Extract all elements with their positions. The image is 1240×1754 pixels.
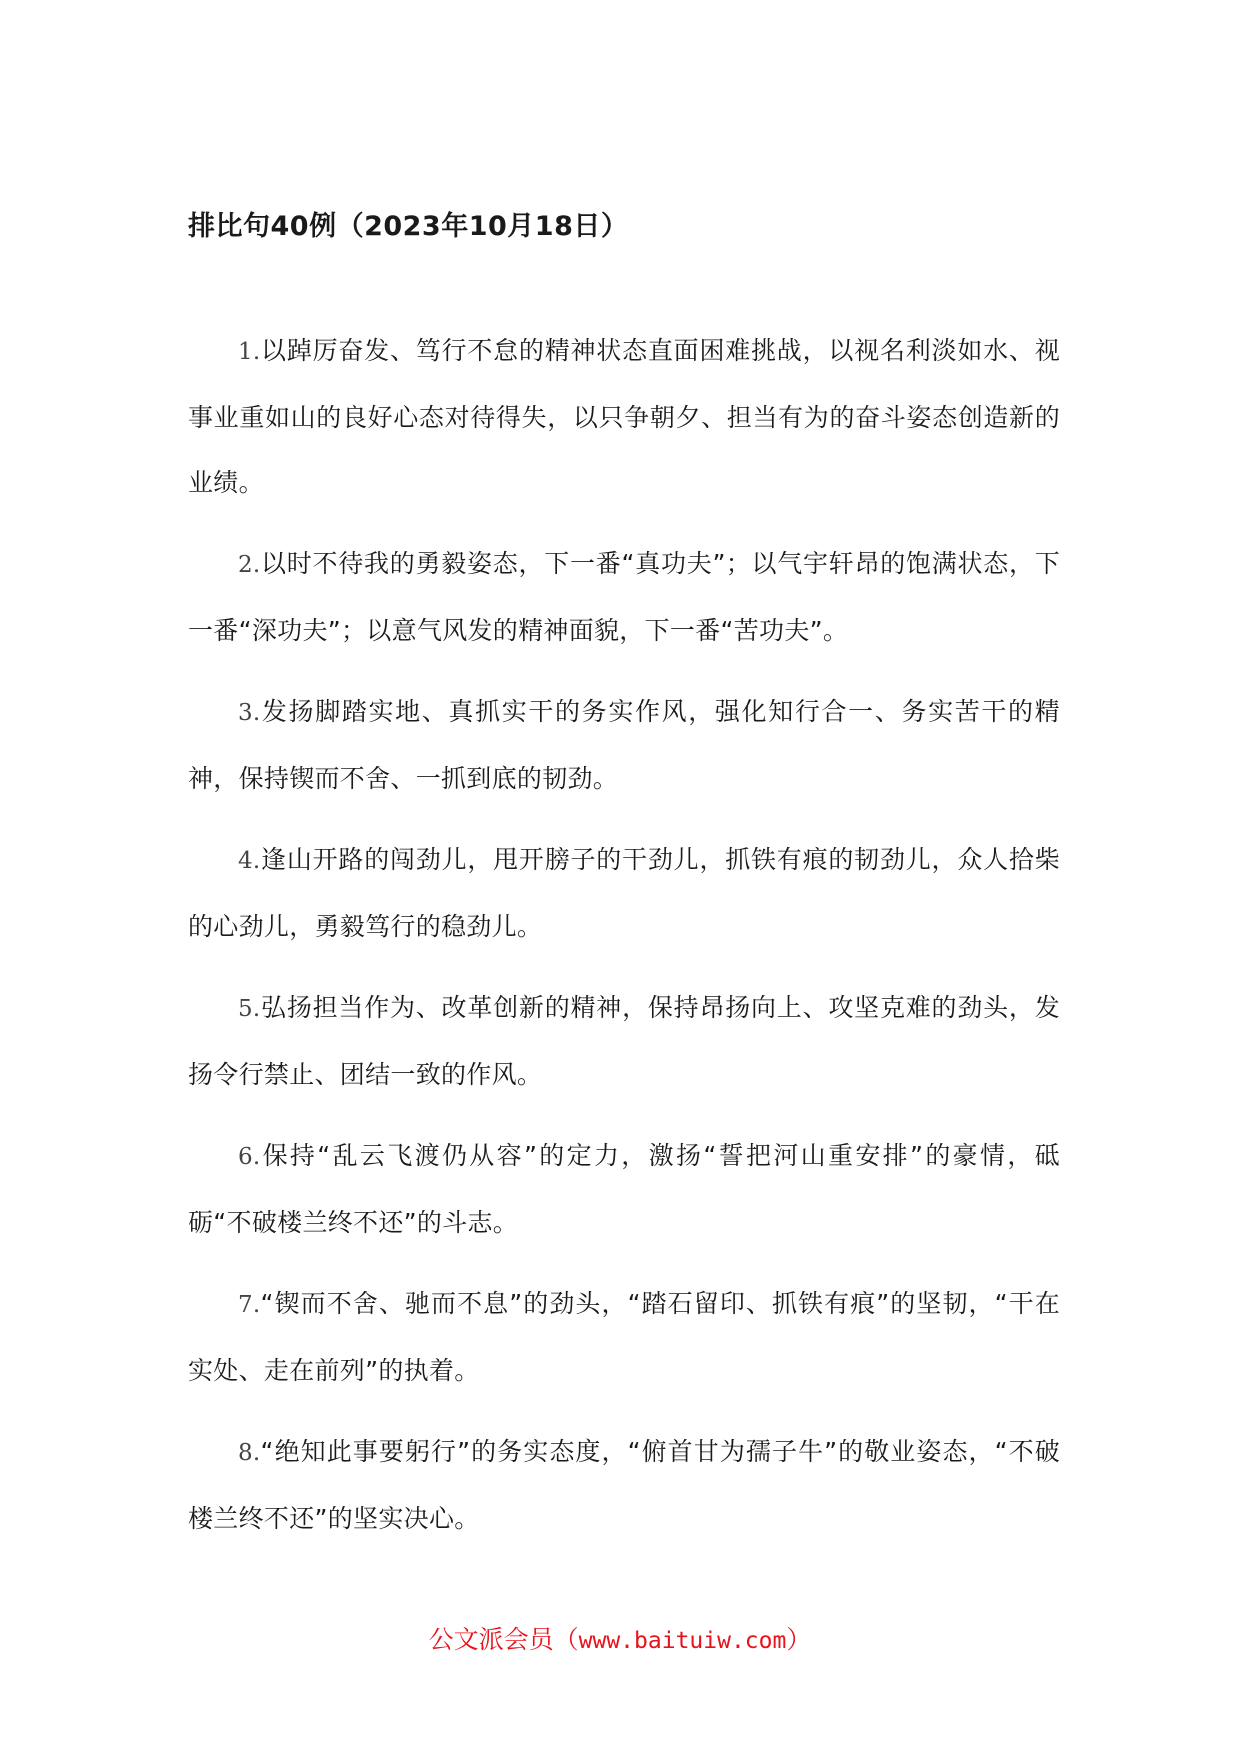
paragraph-text: 发扬脚踏实地、真抓实干的务实作风，强化知行合一、务实苦干的精神，保持锲而不舍、一抓到底的韧劲。: [188, 697, 1060, 793]
paragraph-number: 2.: [238, 552, 261, 578]
paragraph-text: “锲而不舍、驰而不息”的劲头，“踏石留印、抓铁有痕”的坚韧，“干在实处、走在前列”的执着。: [188, 1289, 1060, 1385]
paragraph-text: 弘扬担当作为、改革创新的精神，保持昂扬向上、攻坚克难的劲头，发扬令行禁止、团结一致的作风。: [188, 993, 1060, 1089]
footer-label: 公文派会员: [428, 1625, 554, 1654]
paragraph-number: 3.: [238, 700, 261, 726]
document-title: 排比句40例（2023年10月18日）: [188, 211, 629, 242]
paragraph-number: 8.: [238, 1440, 261, 1466]
paragraph-text: 保持“乱云飞渡仍从容”的定力，激扬“誓把河山重安排”的豪情，砥砺“不破楼兰终不还”的斗志。: [188, 1141, 1060, 1237]
document-body: [188, 318, 1060, 1567]
paragraph: [188, 679, 1060, 811]
paragraph: [188, 531, 1060, 663]
paragraph: [188, 1271, 1060, 1403]
paragraph: [188, 975, 1060, 1107]
paragraph: [188, 318, 1060, 515]
paragraph-text: 逢山开路的闯劲儿，甩开膀子的干劲儿，抓铁有痕的韧劲儿，众人拾柴的心劲儿，勇毅笃行的稳劲儿。: [188, 845, 1060, 941]
footer-url-link[interactable]: www.baituiw.com: [578, 1628, 787, 1654]
paragraph-number: 7.: [238, 1292, 261, 1318]
paragraph-text: 以时不待我的勇毅姿态，下一番“真功夫”；以气宇轩昂的饱满状态，下一番“深功夫”；以意气风发的精神面貌，下一番“苦功夫”。: [188, 549, 1060, 645]
paragraph-text: 以踔厉奋发、笃行不怠的精神状态直面困难挑战，以视名利淡如水、视事业重如山的良好心态对待得失，以只争朝夕、担当有为的奋斗姿态创造新的业绩。: [188, 336, 1060, 497]
paragraph-number: 4.: [238, 848, 261, 874]
footer-watermark: [0, 1620, 1240, 1656]
paragraph: [188, 1419, 1060, 1551]
footer-paren-close: ）: [786, 1625, 812, 1654]
paragraph-text: “绝知此事要躬行”的务实态度，“俯首甘为孺子牛”的敬业姿态，“不破楼兰终不还”的坚实决心。: [188, 1437, 1060, 1533]
footer-paren-open: （: [553, 1625, 579, 1654]
paragraph: [188, 1123, 1060, 1255]
paragraph-number: 5.: [238, 996, 261, 1022]
paragraph-number: 6.: [238, 1144, 261, 1170]
paragraph-number: 1.: [238, 339, 261, 365]
paragraph: [188, 827, 1060, 959]
